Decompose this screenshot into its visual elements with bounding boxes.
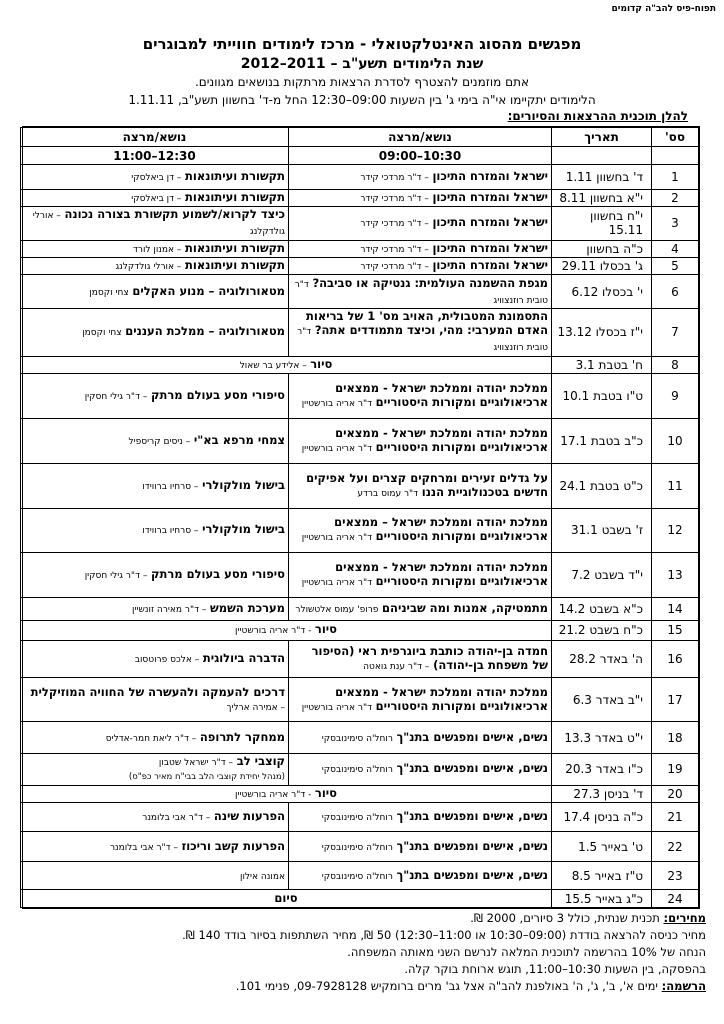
row-number: 13 xyxy=(652,553,699,598)
session-first-lecturer: ד"ר אריה בורשטיין xyxy=(301,399,373,410)
session-second-lecturer: – דן ביאלסקי xyxy=(131,193,182,204)
session-second-topic: כיצד לקרוא/לשמוע תקשורת בצורה נכונה xyxy=(64,207,285,222)
session-first-lecturer: – ד"ר ענת גואטה xyxy=(363,661,430,672)
row-date: י"ט באדר 13.3 xyxy=(552,722,652,754)
table-row xyxy=(21,508,699,553)
session-second-topic: תקשורת ועיתונאות xyxy=(185,169,285,184)
session-second-lecturer: – אמירה ארליך xyxy=(226,702,285,713)
session-first-topic: נשים, אישים ומפגשים בתנ"ך xyxy=(396,838,548,853)
session-first-lecturer: רוחל'ה סימינובסקי xyxy=(321,871,393,882)
table-row xyxy=(21,275,699,309)
session-first-topic: מגפת ההשמנה העולמית: גנטיקה או סביבה? xyxy=(312,275,548,290)
table-row xyxy=(21,677,699,722)
table-row xyxy=(21,890,699,908)
table-row xyxy=(21,258,699,275)
session-second-topic: הדברה ביולוגית xyxy=(202,650,285,665)
schedule-table xyxy=(20,127,699,908)
row-number: 1 xyxy=(652,165,699,189)
session-second-lecturer: – אלכס פרוטסוב xyxy=(134,654,200,665)
session-first-lecturer: – ד"ר מרדכי קידר xyxy=(360,193,429,204)
session-first-lecturer: – ד"ר מרדכי קידר xyxy=(360,173,429,184)
session-first-lecturer: – ד"ר מרדכי קידר xyxy=(360,219,429,230)
session-first-lecturer: ד"ר אריה בורשטיין xyxy=(301,578,373,589)
session-second-topic: דרכים להעמקה ולהעשרה של החוויה המוזיקלית xyxy=(30,684,285,699)
column-header-topic-second: נושא/מרצה xyxy=(21,128,289,147)
session-first-cell xyxy=(289,722,552,754)
row-number: 16 xyxy=(652,640,699,677)
registration-text: ימים א', ב', ג', ה' באולפנת להב"ה אצל גב' מרים ברומקיש 09-7928128, פנימי 101. xyxy=(235,979,658,993)
empty-cell xyxy=(652,147,699,165)
row-date: י"ח בחשוון 15.11 xyxy=(552,207,652,241)
session-second-cell xyxy=(21,240,289,257)
session-first-lecturer: ד"ר אריה בורשטיין xyxy=(301,443,373,454)
session-second-lecturer: צחי וקסמן xyxy=(82,328,122,339)
session-second-topic: קוצבי לב xyxy=(236,754,285,769)
registration-label: הרשמה: xyxy=(661,979,706,993)
column-header-topic-first: נושא/מרצה xyxy=(289,128,552,147)
footer xyxy=(16,910,706,995)
table-row xyxy=(21,832,699,862)
session-first-cell xyxy=(289,374,552,419)
session-second-cell xyxy=(21,553,289,598)
row-number: 2 xyxy=(652,189,699,206)
session-first-cell xyxy=(289,463,552,508)
session-first-lecturer: פרופ' עמוס אלטשולר xyxy=(295,604,379,615)
row-number: 17 xyxy=(652,677,699,722)
session-second-lecturer: אמונה אילון xyxy=(240,871,285,882)
session-first-lecturer: ד"ר טובית רוזנצוויג xyxy=(297,327,548,354)
row-number: 4 xyxy=(652,240,699,257)
row-date: ט' באייר 1.5 xyxy=(552,832,652,862)
tour-cell xyxy=(21,356,552,373)
row-date: י"ז בכסלו 13.12 xyxy=(552,308,652,356)
session-second-lecturer: – אמנון לורד xyxy=(132,244,182,255)
session-second-lecturer: – ד"ר גילי חסקין xyxy=(84,571,148,582)
row-number: 12 xyxy=(652,508,699,553)
session-first-topic: מתמטיקה, אמנות ומה שביניהם xyxy=(382,600,548,615)
session-first-cell xyxy=(289,553,552,598)
row-date: ד' בחשוון 1.11 xyxy=(552,165,652,189)
time-row xyxy=(21,147,699,165)
session-first-lecturer: ד"ר טובית רוזנצוויג xyxy=(294,279,548,306)
row-date: ג' בכסלו 29.11 xyxy=(552,258,652,275)
row-date: כ"ח בשבט 21.2 xyxy=(552,620,652,640)
row-date: כ"ה בניסן 17.4 xyxy=(552,802,652,832)
tour-cell xyxy=(21,785,552,802)
session-second-topic: מטאורולוגיה – מנוע האקלים xyxy=(132,283,285,298)
prices-label: מחירים: xyxy=(663,911,706,925)
table-row xyxy=(21,861,699,890)
row-number: 21 xyxy=(652,802,699,832)
session-first-topic: נשים, אישים ומפגשים בתנ"ך xyxy=(396,867,548,882)
session-first-topic: ממלכת יהודה וממלכת ישראל – ממצאים ארכיאולוגיים ומקורות היסטוריים xyxy=(334,515,548,544)
page-title: מפגשים מהסוג האינטלקטואלי - מרכז לימודים חווייתי למבוגרים xyxy=(142,35,582,53)
session-first-lecturer: ד"ר אריה בורשטיין xyxy=(301,533,373,544)
session-first-topic: ממלכת יהודה וממלכת ישראל - ממצאים ארכיאולוגיים ומקורות היסטוריים xyxy=(335,560,548,589)
row-number: 14 xyxy=(652,598,699,620)
tour-cell xyxy=(21,890,552,908)
session-first-topic: ישראל והמזרח התיכון xyxy=(432,189,548,204)
row-number: 3 xyxy=(652,207,699,241)
row-number: 6 xyxy=(652,275,699,309)
table-row xyxy=(21,802,699,832)
session-second-lecturer: – ד"ר ליאת חמר-אדליס xyxy=(105,733,197,744)
table-row xyxy=(21,189,699,206)
session-first-topic: ממלכת יהודה וממלכת ישראל - ממצאים ארכיאולוגיים ומקורות היסטוריים xyxy=(335,425,548,454)
tour-label: סיום xyxy=(274,890,298,905)
tour-lecturer: – אלידע בר שאול xyxy=(239,360,307,371)
session-second-lecturer: – סרחיו ברווידו xyxy=(142,481,199,492)
session-second-lecturer: – אורלי גולדקלנג xyxy=(32,211,285,238)
row-number: 9 xyxy=(652,374,699,419)
session-second-topic: בישול מולקולרי xyxy=(202,522,285,537)
session-first-cell xyxy=(289,165,552,189)
empty-cell xyxy=(552,147,652,165)
row-number: 18 xyxy=(652,722,699,754)
session-first-lecturer: ד"ר עמוס ברדע xyxy=(357,488,419,499)
session-first-cell xyxy=(289,802,552,832)
row-number: 22 xyxy=(652,832,699,862)
session-first-cell xyxy=(289,308,552,356)
session-first-cell xyxy=(289,275,552,309)
table-row xyxy=(21,308,699,356)
session-second-lecturer: – דן ביאלסקי xyxy=(131,173,182,184)
session-second-cell xyxy=(21,463,289,508)
row-date: כ"ב בטבת 17.1 xyxy=(552,418,652,463)
session-first-lecturer: רוחל'ה סימינובסקי xyxy=(321,842,393,853)
session-second-cell xyxy=(21,861,289,890)
tour-label: סיור xyxy=(314,785,337,800)
session-second-topic: תקשורת ועיתונאות xyxy=(185,189,285,204)
session-second-cell xyxy=(21,275,289,309)
session-second-cell xyxy=(21,508,289,553)
session-second-cell xyxy=(21,598,289,620)
tour-label: סיור xyxy=(310,356,333,371)
session-first-lecturer: רוחל'ה סימינובסקי xyxy=(321,765,393,776)
row-number: 8 xyxy=(652,356,699,373)
row-number: 10 xyxy=(652,418,699,463)
session-second-cell xyxy=(21,374,289,419)
session-second-cell xyxy=(21,754,289,786)
session-second-cell xyxy=(21,722,289,754)
table-row xyxy=(21,165,699,189)
session-first-cell xyxy=(289,861,552,890)
session-second-topic: בישול מולקולרי xyxy=(202,477,285,492)
session-first-cell xyxy=(289,240,552,257)
footer-line-4: בהפסקה, בין השעות 10:30–11:00, תוגש ארוחת בוקר קלה. xyxy=(404,962,706,976)
table-row xyxy=(21,640,699,677)
session-second-lecturer: צחי וקסמן xyxy=(89,287,129,298)
session-first-topic: ממלכת יהודה וממלכת ישראל - ממצאים ארכיאולוגיים ומקורות היסטוריים xyxy=(335,684,548,713)
row-date: כ"א בשבט 14.2 xyxy=(552,598,652,620)
session-first-cell xyxy=(289,598,552,620)
session-second-topic: תקשורת ועיתונאות xyxy=(185,240,285,255)
table-row xyxy=(21,356,699,373)
tour-lecturer: - ד"ר אריה בורשטיין xyxy=(235,789,312,800)
session-second-cell xyxy=(21,640,289,677)
session-first-cell xyxy=(289,207,552,241)
session-first-topic: ישראל והמזרח התיכון xyxy=(432,215,548,230)
session-first-cell xyxy=(289,508,552,553)
session-second-topic: הפרעות שינה xyxy=(213,809,285,824)
row-number: 23 xyxy=(652,861,699,890)
session-second-topic: ממחקר לתרופה xyxy=(199,729,285,744)
footer-prices xyxy=(16,910,706,927)
session-first-lecturer: – ד"ר מרדכי קידר xyxy=(360,262,429,273)
intro-text: אתם מוזמנים להצטרף לסדרת הרצאות מרתקות בנושאים מגוונים. xyxy=(194,75,530,89)
table-row xyxy=(21,620,699,640)
session-first-cell xyxy=(289,677,552,722)
session-second-cell xyxy=(21,258,289,275)
row-number: 20 xyxy=(652,785,699,802)
row-date: כ"ה בחשוון xyxy=(552,240,652,257)
row-number: 19 xyxy=(652,754,699,786)
row-number: 7 xyxy=(652,308,699,356)
session-first-lecturer: רוחל'ה סימינובסקי xyxy=(321,813,393,824)
column-header-date: תאריך xyxy=(552,128,652,147)
row-date: י"ד בשבט 7.2 xyxy=(552,553,652,598)
row-date: כ"ו באדר 20.3 xyxy=(552,754,652,786)
session-second-topic: צמחי מרפא בא"י xyxy=(193,432,285,447)
prices-text: תכנית שנתית, כולל 3 סיורים, 2000 ₪. xyxy=(470,911,660,925)
session-second-topic: סיפורי מסע בעולם מרתק xyxy=(151,388,285,403)
session-first-topic: חמדה בן-יהודה כותבת ביוגרפית ראי (הסיפור של משפחת בן-יהודה) xyxy=(311,643,548,672)
column-header-number: סס' xyxy=(652,128,699,147)
row-date: י"ב באדר 6.3 xyxy=(552,677,652,722)
tour-label: סיור xyxy=(314,622,337,637)
row-date: ט"ז באייר 8.5 xyxy=(552,861,652,890)
row-date: ה' באדר 28.2 xyxy=(552,640,652,677)
session-second-lecturer: – ד"ר אבי בלומנר xyxy=(109,842,178,853)
session-second-topic: מערכת השמש xyxy=(210,600,285,615)
table-header-row xyxy=(21,128,699,147)
session-first-topic: ישראל והמזרח התיכון xyxy=(432,169,548,184)
row-number: 11 xyxy=(652,463,699,508)
time-first-session: 09:00–10:30 xyxy=(289,147,552,165)
table-body xyxy=(21,147,699,908)
session-first-lecturer: ד"ר אריה בורשטיין xyxy=(301,702,373,713)
row-number: 24 xyxy=(652,890,699,908)
session-first-topic: נשים, אישים ומפגשים בתנ"ך xyxy=(396,761,548,776)
row-date: ט"ו בטבת 10.1 xyxy=(552,374,652,419)
row-number: 15 xyxy=(652,620,699,640)
academic-year: שנת הלימודים תשע"ב – 2011–2012 xyxy=(240,56,484,72)
row-date: כ"ט בטבת 24.1 xyxy=(552,463,652,508)
row-date: ד' בניסן 27.3 xyxy=(552,785,652,802)
schedule-table-frame xyxy=(22,126,700,909)
row-date: י' בכסלו 6.12 xyxy=(552,275,652,309)
tour-lecturer: - ד"ר אריה בורשטיין xyxy=(235,626,312,637)
session-first-cell xyxy=(289,640,552,677)
table-row xyxy=(21,754,699,786)
organization-name: תפוח-פיס להב"ה קדומים xyxy=(611,4,716,14)
row-date: ז' בשבט 31.1 xyxy=(552,508,652,553)
session-first-cell xyxy=(289,189,552,206)
session-second-cell xyxy=(21,418,289,463)
session-second-cell xyxy=(21,802,289,832)
session-second-lecturer: – ניסים קריספיל xyxy=(128,436,191,447)
table-row xyxy=(21,722,699,754)
table-row xyxy=(21,785,699,802)
row-date: ח' בטבת 3.1 xyxy=(552,356,652,373)
footer-line-2: מחיר כניסה להרצאה בודדת (09:00–10:30 או 11:00–12:30) 50 ₪, מחיר השתתפות בסיור בודד 140 ₪. xyxy=(182,928,706,942)
tour-cell xyxy=(21,620,552,640)
table-row xyxy=(21,463,699,508)
session-first-lecturer: – ד"ר מרדכי קידר xyxy=(360,244,429,255)
row-number: 5 xyxy=(652,258,699,275)
footer-line-3: הנחה של 10% בהרשמה לתוכנית המלאה לנרשם השני מאותה המשפחה. xyxy=(347,945,706,959)
session-second-cell xyxy=(21,677,289,722)
session-second-lecturer: – ד"ר אבי בלומנר xyxy=(142,813,211,824)
session-first-topic: ממלכת יהודה וממלכת ישראל - ממצאים ארכיאולוגיים ומקורות היסטוריים xyxy=(335,381,548,410)
row-date: י"א בחשוון 8.11 xyxy=(552,189,652,206)
session-first-cell xyxy=(289,832,552,862)
session-first-topic: על גדלים זעירים ומרחקים קצרים ועל אפיקים חדשים בטכנולוגיית הננו xyxy=(306,470,548,499)
session-first-lecturer: רוחל'ה סימינובסקי xyxy=(321,733,393,744)
table-row xyxy=(21,598,699,620)
program-label: להלן תוכנית ההרצאות והסיורים: xyxy=(507,109,688,123)
table-row xyxy=(21,374,699,419)
session-second-lecturer: – סרחיו ברווידו xyxy=(142,526,199,537)
session-second-topic: סיפורי מסע בעולם מרתק xyxy=(151,567,285,582)
session-first-topic: התסמונת המטבולית, האויב מס' 1 של בריאות האדם המערבי: מהי, וכיצד מתמודדים אתה? xyxy=(306,309,548,338)
session-second-lecturer: – ד"ר גילי חסקין xyxy=(84,392,148,403)
time-second-session: 11:00–12:30 xyxy=(21,147,289,165)
session-first-topic: נשים, אישים ומפגשים בתנ"ך xyxy=(396,729,548,744)
session-second-topic: הפרעות קשב וריכוז xyxy=(181,838,285,853)
session-first-cell xyxy=(289,418,552,463)
table-row xyxy=(21,553,699,598)
table-row xyxy=(21,207,699,241)
session-second-cell xyxy=(21,189,289,206)
session-first-topic: ישראל והמזרח התיכון xyxy=(432,240,548,255)
table-row xyxy=(21,418,699,463)
row-date: כ"ג באייר 15.5 xyxy=(552,890,652,908)
session-second-topic: מטאורולוגיה – ממלכת העננים xyxy=(125,324,285,339)
session-second-topic: תקשורת ועיתונאות xyxy=(185,258,285,273)
session-first-topic: ישראל והמזרח התיכון xyxy=(432,258,548,273)
session-second-lecturer: – ד"ר ישראל שטבון xyxy=(158,758,234,769)
table-row xyxy=(21,240,699,257)
footer-registration xyxy=(16,978,706,995)
session-second-cell xyxy=(21,165,289,189)
session-second-lecturer: – אורלי גולדקלנג xyxy=(115,262,182,273)
session-second-lecturer: – ד"ר מאירה זונשיין xyxy=(132,604,207,615)
session-second-cell xyxy=(21,308,289,356)
session-first-cell xyxy=(289,754,552,786)
schedule-text: הלימודים יתקיימו אי"ה בימי ג' בין השעות 09:00–12:30 החל מ-ד' בחשוון תשע"ב, 1.11.11 xyxy=(128,93,596,107)
session-second-cell xyxy=(21,832,289,862)
session-first-topic: נשים, אישים ומפגשים בתנ"ך xyxy=(396,809,548,824)
session-second-note: (מנהל יחידת קוצבי הלב בבי"ח מאיר כפ"ס) xyxy=(128,772,285,783)
session-first-cell xyxy=(289,258,552,275)
session-second-cell xyxy=(21,207,289,241)
